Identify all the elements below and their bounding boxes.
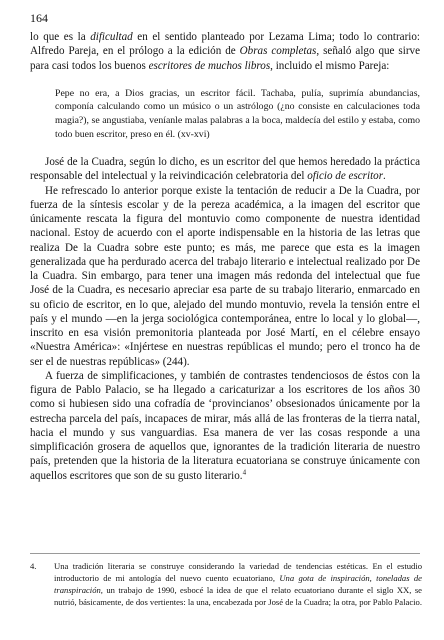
footnote-text: [54, 560, 422, 608]
footnote: [30, 560, 422, 608]
paragraph-1-text-c: , señaló algo que sirve para casi todos los buenos: [30, 45, 420, 72]
paragraph-2: [30, 155, 420, 184]
paragraph-1-text-a: lo que es la: [30, 31, 91, 43]
footnote-text-b: , un trabajo de 1990, esbocé la idea de que el relato ecuatoriano durante el siglo XX, se nutrió, básicamente, de dos vertientes: la una, encabezada por José de la Cuadra; la otra, por Pablo Palacio.: [54, 585, 422, 607]
paragraph-1: [30, 30, 420, 73]
footnote-number: 4.: [30, 561, 37, 571]
paragraph-4: [30, 369, 420, 483]
paragraph-3: He refrescado lo anterior porque existe la tentación de reducir a De la Cuadra, por fuerza de la síntesis escolar y de la pereza académica, a la imagen del escritor que únicamente rescata la figura del montuvio como componente de nuestra identidad nacional. Estoy de acuerdo con el aporte indispensable en la historia de las letras que realiza De la Cuadra sobre este punto; es más, me parece que esta es la imagen generalizada que ha perdurado acerca del trabajo literario e intelectual realizado por De la Cuadra. Sin embargo, para tener una imagen más redonda del intelectual que fue José de la Cuadra, es necesario apreciar esa parte de su trabajo literario, enmarcado en su oficio de escritor, en lo que, alejado del mundo montuvio, revela la tensión entre el país y el mundo —en la jerga sociológica contemporánea, entre lo local y lo global—, inscrito en esa visión premonitoria planteada por José Martí, en el célebre ensayo «Nuestra América»: «Injértese en nuestras repúblicas el mundo; pero el tronco ha de ser el de nuestras repúblicas» (244).: [30, 184, 420, 368]
footnote-italic-title: Una gota de inspiración, toneladas de transpiración: [54, 573, 423, 595]
paragraph-2-text-b: .: [383, 170, 386, 183]
footnote-divider: [30, 553, 420, 554]
footnote-reference: 4: [242, 467, 247, 476]
paragraph-4-text: A fuerza de simplificaciones, y también de contrastes tendenciosos de éstos con la figura de Pablo Palacio, se ha llegado a caricaturizar a los escritores de los años 30 como si hubiesen sido una cofradía de ‘provincianos’ obsesionados únicamente por la estrecha parcela del país, incapaces de mirar, más allá de las fronteras de la tierra natal, hacia el mundo y sus vanguardias. Esa manera de ver las cosas responde a una simplificación grosera de aquellos que, ignorantes de la tradición literaria de nuestro país, pretenden que la historia de la literatura ecuatoriana se construye únicamente con aquellos escritores que son de su gusto literario.: [30, 369, 420, 482]
paragraph-1-italic-c: escritores de muchos libros: [148, 59, 271, 72]
paragraph-1-italic-b: Obras completas: [239, 45, 317, 58]
paragraph-1-italic-a: dificultad: [90, 31, 133, 43]
body-text: [30, 30, 420, 483]
paragraph-2-italic-a: oficio de escritor: [307, 170, 384, 183]
page-number: 164: [30, 11, 48, 25]
block-quote: Pepe no era, a Dios gracias, un escritor fácil. Tachaba, pulía, suprimía abundancias, componía calculando como un músico o un astrólogo (¿no consiste en calculaciones toda magia?), se angustiaba, veníanle malas palabras a la boca, maldecía del estilo y estaba, como todo buen escritor, preso en él. (xv-xvi): [55, 87, 420, 140]
paragraph-2-text-a: José de la Cuadra, según lo dicho, es un escritor del que hemos heredado la práctica responsable del intelectual y la reivindicación celebratoria del: [30, 156, 420, 183]
paragraph-1-text-d: , incluido el mismo Pareja:: [270, 59, 390, 72]
footnote-text-a: Una tradición literaria se construye considerando la variedad de tendencias estéticas. En el estudio introductorio de mi antología del nuevo cuento ecuatoriano,: [54, 561, 422, 583]
paragraph-1-text-b: en el sentido planteado por Lezama Lima; todo lo contrario: Alfredo Pareja, en el prólogo a la edición de: [30, 31, 420, 58]
